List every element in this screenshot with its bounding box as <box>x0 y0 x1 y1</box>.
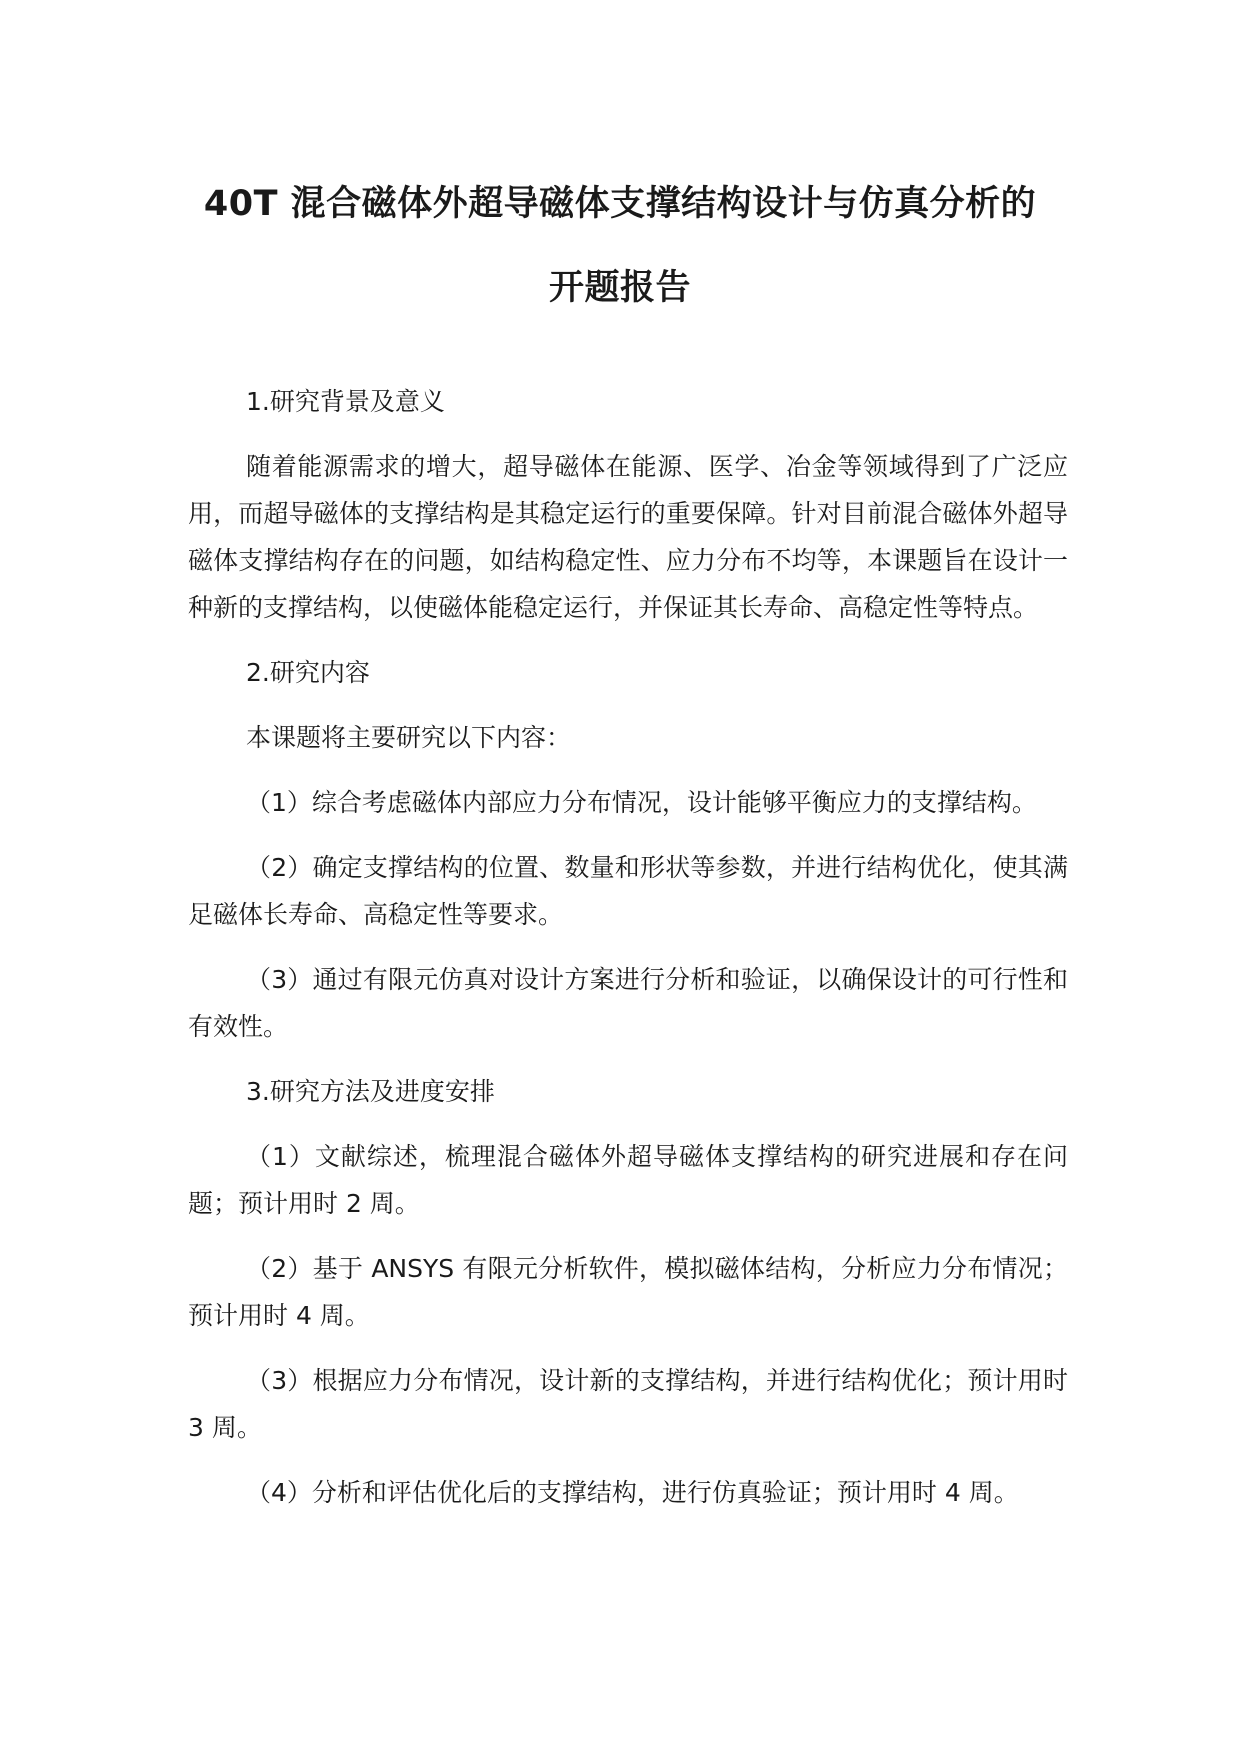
list-item-content-1: （1）综合考虑磁体内部应力分布情况，设计能够平衡应力的支撑结构。 <box>246 788 1037 817</box>
list-item-methods-3: （3）根据应力分布情况，设计新的支撑结构，并进行结构优化；预计用时 3 周。 <box>188 1366 1068 1442</box>
document-title-line-2: 开题报告 <box>548 268 691 308</box>
list-item-methods-1: （1）文献综述，梳理混合磁体外超导磁体支撑结构的研究进展和存在问题；预计用时 2 周。 <box>188 1142 1068 1218</box>
list-item-content-3: （3）通过有限元仿真对设计方案进行分析和验证，以确保设计的可行性和有效性。 <box>188 965 1068 1041</box>
section-heading-content: 2.研究内容 <box>246 658 370 687</box>
list-item-methods-2: （2）基于 ANSYS 有限元分析软件，模拟磁体结构，分析应力分布情况；预计用时 4 周。 <box>188 1254 1068 1330</box>
paragraph-content-intro: 本课题将主要研究以下内容： <box>246 723 572 752</box>
section-heading-methods: 3.研究方法及进度安排 <box>246 1077 495 1106</box>
section-heading-background: 1.研究背景及意义 <box>246 387 445 416</box>
document-title-line-1: 40T 混合磁体外超导磁体支撑结构设计与仿真分析的 <box>203 184 1037 224</box>
document-body <box>188 378 1068 1534</box>
paragraph-background: 随着能源需求的增大，超导磁体在能源、医学、冶金等领域得到了广泛应用，而超导磁体的支撑结构是其稳定运行的重要保障。针对目前混合磁体外超导磁体支撑结构存在的问题，如结构稳定性、应力分布不均等，本课题旨在设计一种新的支撑结构，以使磁体能稳定运行，并保证其长寿命、高稳定性等特点。 <box>188 452 1068 622</box>
list-item-methods-4: （4）分析和评估优化后的支撑结构，进行仿真验证；预计用时 4 周。 <box>246 1478 1019 1507</box>
list-item-content-2: （2）确定支撑结构的位置、数量和形状等参数，并进行结构优化，使其满足磁体长寿命、高稳定性等要求。 <box>188 853 1068 929</box>
